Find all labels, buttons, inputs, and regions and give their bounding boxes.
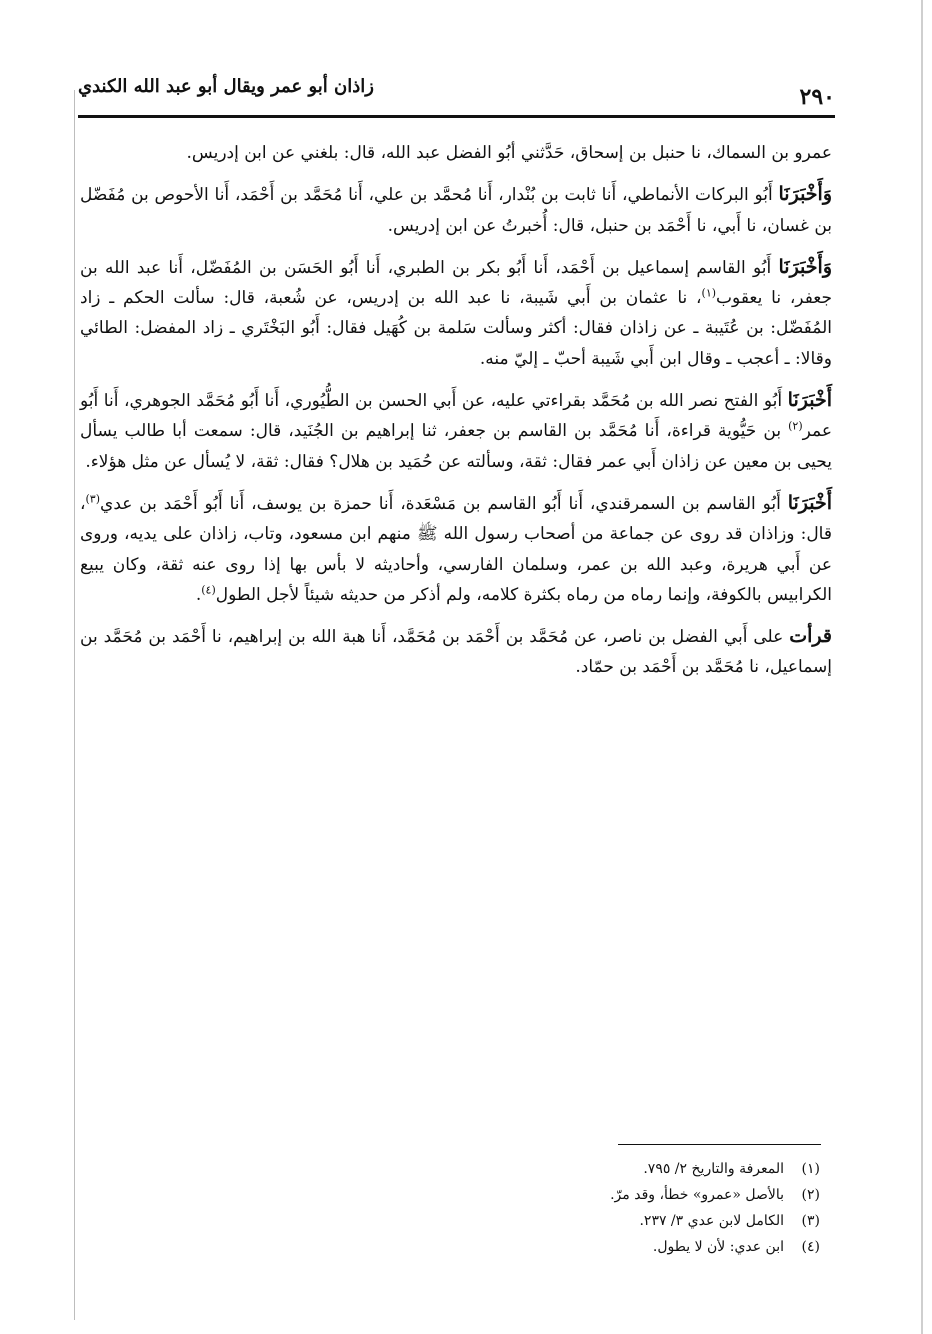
page-header [78,62,835,114]
footnote-2 [300,1182,820,1208]
footnote-number: (٤) [801,1239,820,1255]
paragraph-text: أَبُو القاسم بن السمرقندي، أَنا أَبُو القاسم بن مَسْعَدة، أَنا حمزة بن يوسف، أَنا أَبُو أَحْمَد بن عدي [100,493,781,514]
main-text [80,138,832,694]
footnote-text: بالأصل «عمرو» خطأ، وقد مرّ. [610,1187,784,1203]
paragraph-4 [80,385,832,477]
footnote-divider [618,1144,821,1145]
paragraph-text: على أَبي الفضل بن ناصر، عن مُحَمَّد بن أَحْمَد بن مُحَمَّد، أَنا هبة الله بن إبراهيم، نا أَحْمَد بن مُحَمَّد بن إسماعيل، نا مُحَمَّد بن أَحْمَد بن حمّاد. [80,627,832,678]
footnote-text: المعرفة والتاريخ ٢/ ٧٩٥. [643,1161,784,1177]
paragraph-lead: قرأت [789,625,832,648]
header-rule [78,115,835,118]
paragraph-6 [80,621,832,683]
paragraph-3 [80,252,832,374]
footnote-ref-3[interactable]: (٣) [85,492,101,506]
footnote-number: (١) [801,1161,820,1177]
footnote-number: (٢) [801,1187,820,1203]
footnote-ref-2[interactable]: (٢) [788,419,803,433]
scan-edge-left [74,90,75,1320]
paragraph-lead: أَخْبَرَنَا [787,491,833,514]
paragraph-lead: أَخْبَرَنَا [787,389,832,412]
paragraph-lead: وَأَخْبَرَنَا [778,255,832,278]
footnote-ref-1[interactable]: (١) [701,286,717,300]
footnotes [300,1156,820,1260]
footnote-text: ابن عدي: لأن لا يطول. [652,1239,784,1255]
paragraph-text: ، قال: وزاذان قد روى عن جماعة من أصحاب رسول الله ﷺ منهم ابن مسعود، وتاب، زاذان على يديه، وروى عن أَبي هريرة، وعبد الله بن عمر، وسلمان الفارسي، وأحاديثه لا بأس بها إذا روى عنه ثقة، وكان يبيع الكرابيس بالكوفة، وإنما رماه من رماه بكثرة كلامه، ولم أذكر من حديثه شيئاً لأجل الطول [80,493,832,605]
footnote-text: الكامل لابن عدي ٣/ ٢٣٧. [639,1213,784,1229]
footnote-3 [300,1208,820,1234]
paragraph-text: عمرو بن السماك، نا حنبل بن إسحاق، حَدَّثني أبُو الفضل عبد الله، قال: بلغني عن ابن إدريس. [186,143,832,163]
paragraph-5 [80,488,832,610]
footnote-1 [300,1156,820,1182]
running-title: زاذان أبو عمر ويقال أبو عبد الله الكندي [78,76,374,97]
paragraph-text: ، نا عثمان بن أَبي شَيبة، نا عبد الله بن إدريس، عن شُعبة، قال: سألت الحكم ـ زاد المُفَضّل: بن عُتَيبة ـ عن زاذان فقال: أكثر وسألت سَلمة بن كُهَيل فقال: أَبُو البَخْتَري ـ زاد المفضل: الطائي وقالا: ـ أعجب ـ وقال ابن أَبي شَيبة أحبّ ـ إليّ منه. [80,288,832,369]
paragraph-text: أَبُو الفتح نصر الله بن مُحَمَّد بقراءتي عليه، عن أَبي الحسن بن الطُّيُوري، أَنا أَبُو مُحَمَّد الجوهري، أَنا أَبُو عمر [80,391,832,442]
page-number: ٢٩٠ [799,84,835,110]
footnote-4 [300,1234,820,1260]
paragraph-lead: وَأَخْبَرَنَا [778,183,833,206]
paragraph-2 [80,179,832,241]
footnote-ref-4[interactable]: (٤) [201,583,216,597]
paragraph-text: أَبُو القاسم إسماعيل بن أَحْمَد، أَنا أَبُو بكر بن الطبري، أَنا أَبُو الحَسَن بن المُفَضّل، أَنا عبد الله بن جعفر، نا يعقوب [80,257,832,309]
paragraph-1 [80,138,832,168]
scan-edge-right [921,0,923,1334]
paragraph-text: أَبُو البركات الأنماطي، أَنا ثابت بن بُنْدار، أَنا مُحمَّد بن علي، أَنا مُحَمَّد بن أَحْمَد، أَنا الأحوص بن مُفَضّل بن غسان، نا أَبي، نا أَحْمَد بن حنبل، قال: أُخبرتُ عن ابن إدريس. [80,185,832,236]
paragraph-text: . [195,584,202,605]
footnote-number: (٣) [801,1213,820,1229]
paragraph-text: بن حَيُّوية قراءة، أَنا مُحَمَّد بن القاسم بن جعفر، ثنا إبراهيم بن الجُنَيد، قال: سمعت أبا طالب يسأل يحيى بن معين عن زاذان أَبي عمر فقال: ثقة، وسألته عن حُمَيد بن هلال؟ فقال: ثقة، لا يُسأل عن مثل هؤلاء. [80,421,832,472]
